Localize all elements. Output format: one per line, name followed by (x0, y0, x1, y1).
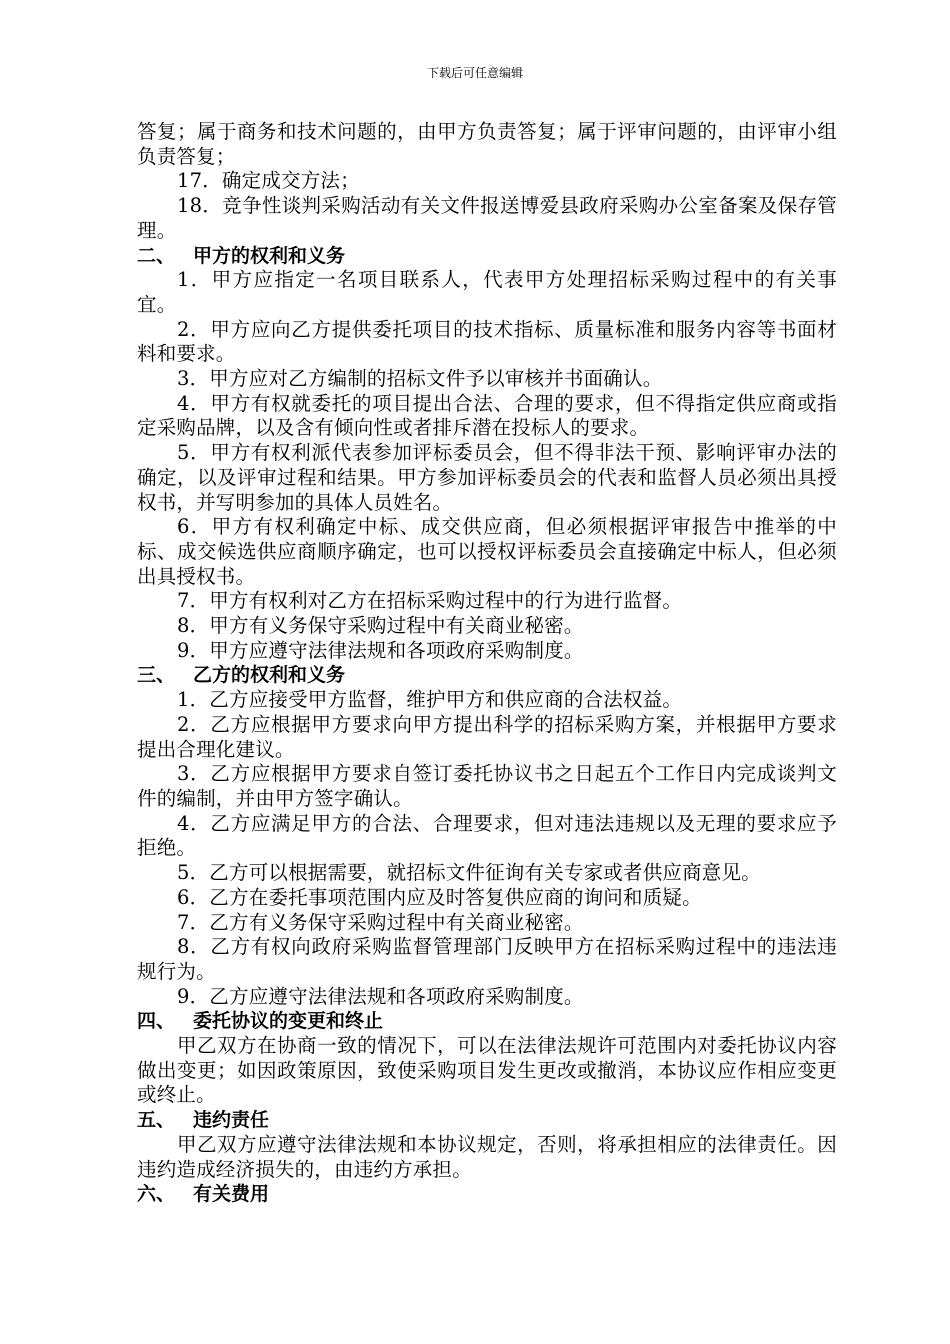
paragraph: 4．乙方应满足甲方的合法、合理要求，但对违法违规以及无理的要求应予拒绝。 (137, 811, 837, 860)
paragraph: 甲乙双方应遵守法律法规和本协议规定，否则，将承担相应的法律责任。因违约造成经济损失的，由违约方承担。 (137, 1132, 837, 1181)
section-heading (137, 1182, 837, 1207)
paragraph: 18．竞争性谈判采购活动有关文件报送博爱县政府采购办公室备案及保存管理。 (137, 194, 837, 242)
section-title: 委托协议的变更和终止 (193, 1010, 384, 1033)
paragraph: 9．乙方应遵守法律法规和各项政府采购制度。 (177, 984, 584, 1008)
section-heading (137, 244, 837, 269)
paragraph: 7．乙方有义务保守采购过程中有关商业秘密。 (177, 910, 584, 934)
paragraph: 2．甲方应向乙方提供委托项目的技术指标、质量标准和服务内容等书面材料和要求。 (137, 317, 837, 366)
section-number: 五、 (137, 1109, 176, 1132)
page-header: 下载后可任意编辑 (426, 66, 523, 80)
paragraph: 2．乙方应根据甲方要求向甲方提出科学的招标采购方案，并根据甲方要求提出合理化建议。 (137, 712, 837, 761)
section-number: 六、 (137, 1183, 176, 1206)
paragraph: 8．乙方有权向政府采购监督管理部门反映甲方在招标采购过程中的违法违规行为。 (137, 935, 837, 983)
paragraph: 5．乙方可以根据需要，就招标文件征询有关专家或者供应商意见。 (177, 861, 761, 885)
section-number: 四、 (137, 1010, 176, 1033)
paragraph: 6．乙方在委托事项范围内应及时答复供应商的询问和质疑。 (177, 885, 702, 909)
paragraph: 甲乙双方在协商一致的情况下，可以在法律法规许可范围内对委托协议内容做出变更；如因政策原因，致使采购项目发生更改或撤消，本协议应作相应变更或终止。 (137, 1034, 837, 1107)
section-title: 有关费用 (193, 1183, 270, 1206)
paragraph: 3．甲方应对乙方编制的招标文件予以审核并书面确认。 (177, 367, 663, 391)
paragraph: 答复；属于商务和技术问题的，由甲方负责答复；属于评审问题的，由评审小组负责答复； (137, 120, 837, 168)
paragraph: 6．甲方有权利确定中标、成交供应商，但必须根据评审报告中推举的中标、成交候选供应商顺序确定，也可以授权评标委员会直接确定中标人，但必须出具授权书。 (137, 515, 837, 588)
paragraph: 4．甲方有权就委托的项目提出合法、合理的要求，但不得指定供应商或指定采购品牌，以及含有倾向性或者排斥潜在投标人的要求。 (137, 391, 837, 440)
document-body (137, 120, 837, 1207)
section-number: 二、 (137, 244, 176, 267)
section-heading (137, 663, 837, 688)
paragraph: 7．甲方有权利对乙方在招标采购过程中的行为进行监督。 (177, 589, 683, 613)
paragraph: 3．乙方应根据甲方要求自签订委托协议书之日起五个工作日内完成谈判文件的编制，并由甲方签字确认。 (137, 762, 837, 810)
paragraph: 9．甲方应遵守法律法规和各项政府采购制度。 (177, 638, 584, 662)
section-title: 乙方的权利和义务 (193, 664, 346, 687)
paragraph: 5．甲方有权利派代表参加评标委员会，但不得非法干预、影响评审办法的确定，以及评审过程和结果。甲方参加评标委员会的代表和监督人员必须出具授权书，并写明参加的具体人员姓名。 (137, 441, 837, 514)
paragraph: 1．乙方应接受甲方监督，维护甲方和供应商的合法权益。 (177, 688, 683, 712)
section-heading (137, 1108, 837, 1133)
section-number: 三、 (137, 664, 176, 687)
paragraph: 1．甲方应指定一名项目联系人，代表甲方处理招标采购过程中的有关事宜。 (137, 268, 837, 316)
section-heading (137, 1009, 837, 1034)
paragraph: 8．甲方有义务保守采购过程中有关商业秘密。 (177, 614, 584, 638)
section-title: 甲方的权利和义务 (193, 244, 346, 267)
section-title: 违约责任 (193, 1109, 270, 1132)
paragraph: 17．确定成交方法； (177, 169, 360, 193)
